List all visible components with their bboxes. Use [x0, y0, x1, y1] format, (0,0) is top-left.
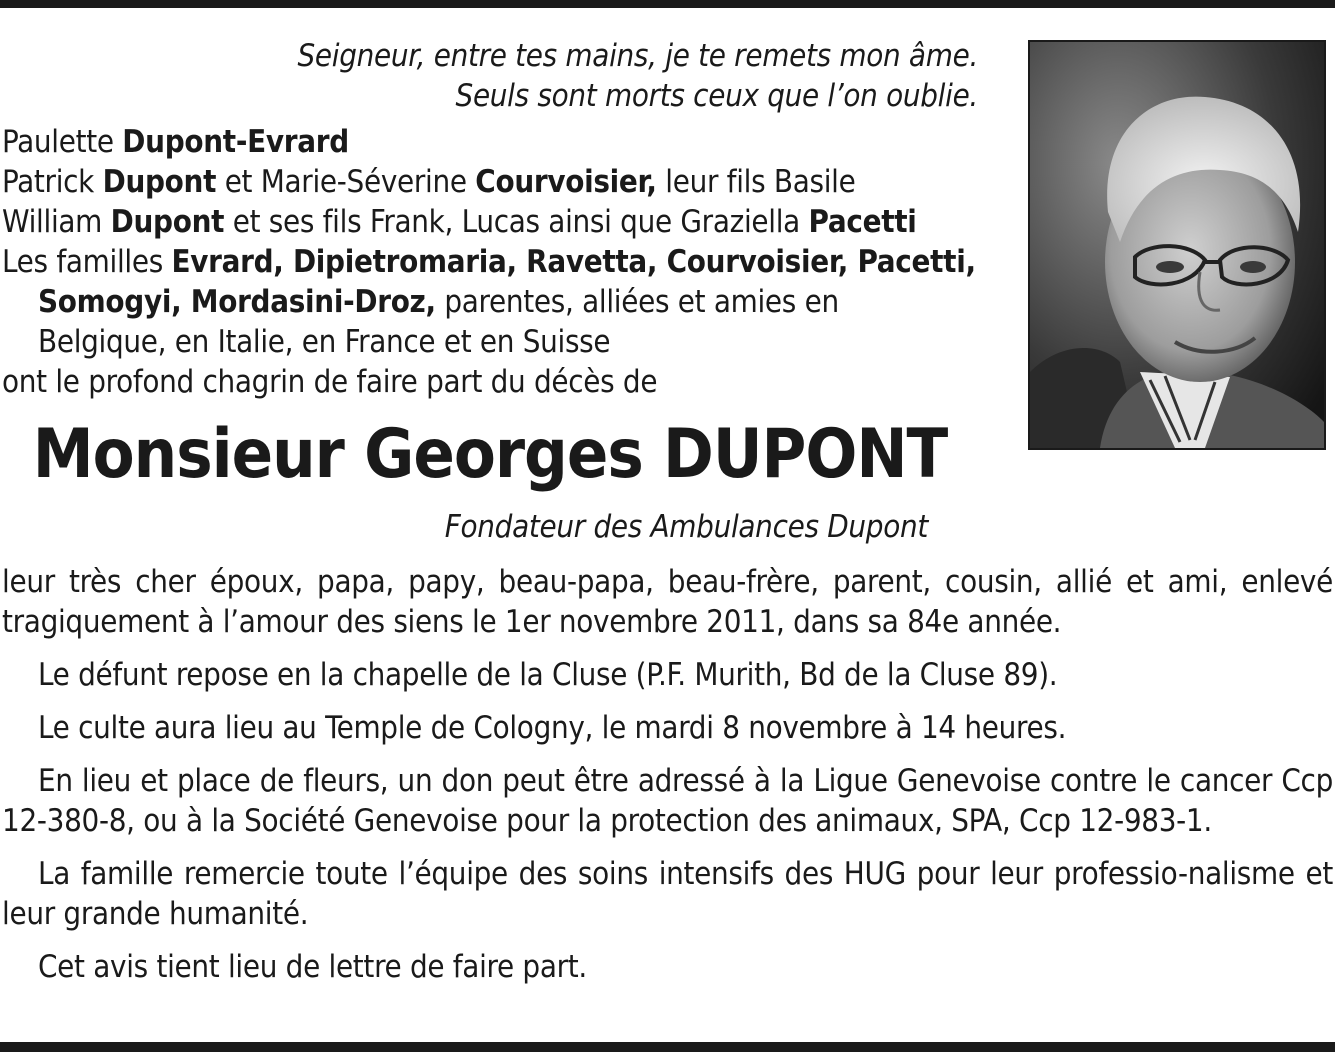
- body-paragraph-4: En lieu et place de fleurs, un don peut être adressé à la Ligue Genevoise contre le cancer Ccp 12-380-8, ou à la Société Genevoise pour la protection des animaux, SPA, Ccp 12-983-1.: [2, 763, 1333, 839]
- portrait-photo: [1028, 40, 1326, 450]
- deceased-role: Fondateur des Ambulances Dupont: [444, 509, 928, 545]
- family-list: [2, 122, 1012, 402]
- notice-body: [2, 562, 1333, 987]
- top-rule: [0, 0, 1335, 8]
- bottom-rule: [0, 1042, 1335, 1052]
- family-line-2: Patrick Dupont et Marie-Séverine Courvoisier, leur fils Basile: [2, 164, 856, 200]
- announcement-line: ont le profond chagrin de faire part du décès de: [2, 364, 658, 400]
- body-paragraph-5: La famille remercie toute l’équipe des soins intensifs des HUG pour leur professio-nalisme et leur grande humanité.: [2, 856, 1333, 932]
- portrait-image: [1030, 42, 1324, 448]
- family-line-3: William Dupont et ses fils Frank, Lucas ainsi que Graziella Pacetti: [2, 204, 917, 240]
- body-paragraph-2: Le défunt repose en la chapelle de la Cluse (P.F. Murith, Bd de la Cluse 89).: [38, 657, 1058, 693]
- family-line-4: Les familles Evrard, Dipietromaria, Ravetta, Courvoisier, Pacetti,: [2, 244, 976, 280]
- family-line-5: Somogyi, Mordasini-Droz, parentes, alliées et amies en: [38, 284, 839, 320]
- epigraph-line-1: Seigneur, entre tes mains, je te remets mon âme.: [297, 38, 978, 74]
- epigraph-line-2: Seuls sont morts ceux que l’on oublie.: [455, 78, 978, 114]
- body-paragraph-1: leur très cher époux, papa, papy, beau-papa, beau-frère, parent, cousin, allié et ami, enlevé tragiquement à l’amour des siens le 1er novembre 2011, dans sa 84e année.: [2, 564, 1333, 640]
- deceased-name: Monsieur Georges DUPONT: [32, 415, 948, 494]
- body-paragraph-3: Le culte aura lieu au Temple de Cologny, le mardi 8 novembre à 14 heures.: [38, 710, 1067, 746]
- epigraph: [0, 36, 978, 116]
- family-line-6: Belgique, en Italie, en France et en Suisse: [38, 324, 611, 360]
- family-line-1: Paulette Dupont-Evrard: [2, 124, 349, 160]
- body-paragraph-6: Cet avis tient lieu de lettre de faire part.: [38, 949, 587, 985]
